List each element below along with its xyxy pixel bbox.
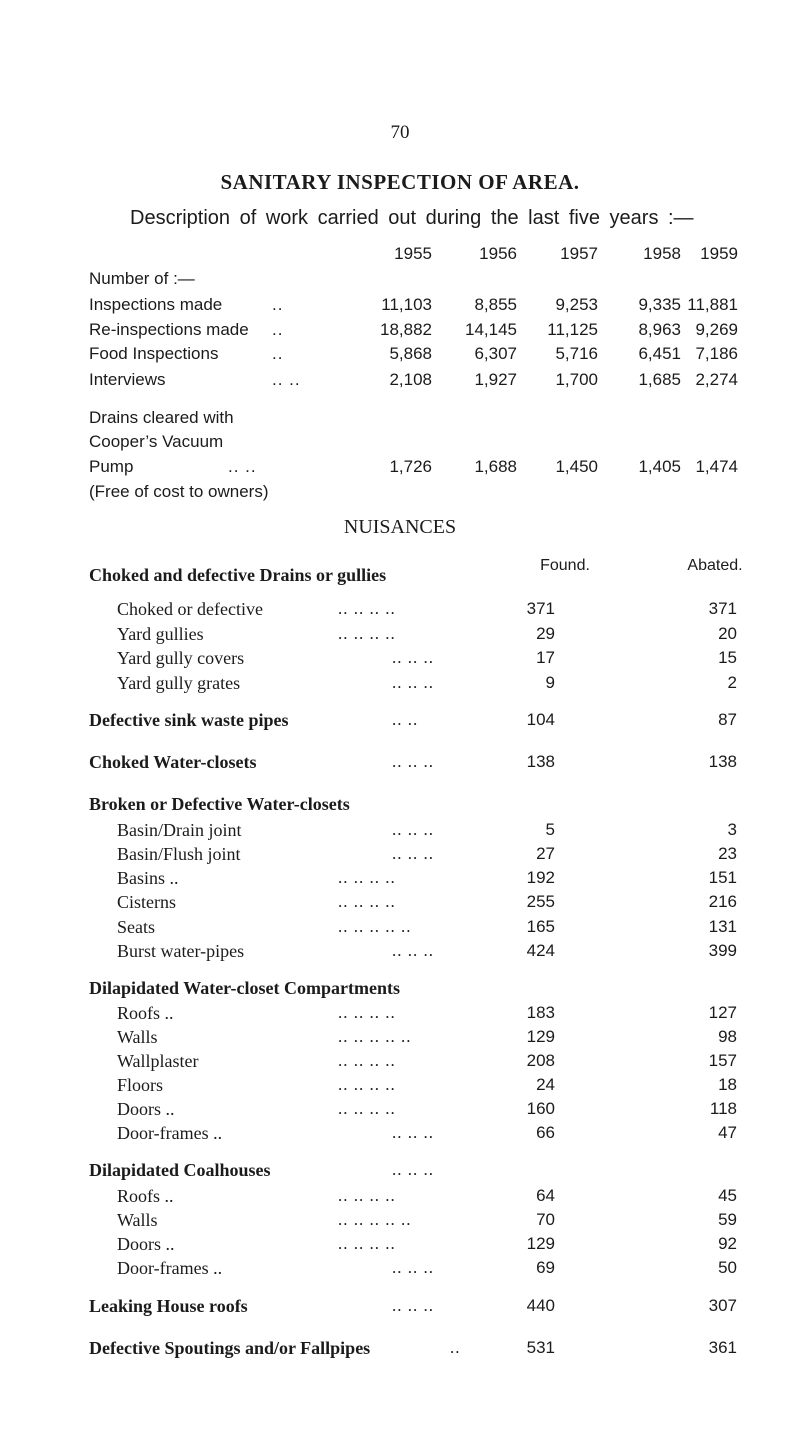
number-of-label: Number of :— (89, 269, 195, 288)
abated-value: 50 (718, 1258, 737, 1277)
section-heading: Choked Water-closets (89, 752, 257, 772)
row-label: Re-inspections made (89, 320, 249, 339)
table-cell: 1,688 (474, 457, 517, 476)
found-value: 424 (526, 941, 555, 960)
abated-value: 151 (708, 868, 737, 887)
abated-value: 98 (718, 1027, 737, 1046)
table-cell: 11,103 (381, 295, 432, 314)
leader-dots: .. .. .. .. (338, 892, 396, 911)
table-cell: 1,927 (474, 370, 517, 389)
leader-dots: .. .. .. .. (338, 1234, 396, 1253)
abated-value: 20 (718, 624, 737, 643)
found-value: 9 (545, 673, 555, 692)
abated-value: 361 (708, 1338, 737, 1357)
table-cell: 5,716 (555, 344, 598, 363)
table-cell: 2,108 (389, 370, 432, 389)
abated-value: 157 (708, 1051, 737, 1070)
table-cell: 14,145 (465, 320, 517, 339)
leader-dots: .. (272, 295, 284, 314)
table-cell: 6,307 (474, 344, 517, 363)
row-label: Food Inspections (89, 344, 219, 363)
col-found-header: Found. (540, 557, 590, 574)
table-cell: 1,685 (638, 370, 681, 389)
found-value: 129 (526, 1027, 555, 1046)
leader-dots: .. .. .. (392, 844, 434, 863)
page-number: 70 (390, 122, 410, 143)
found-value: 531 (526, 1338, 555, 1357)
abated-value: 87 (718, 710, 737, 729)
list-item-label: Door-frames .. (117, 1123, 223, 1143)
row-label: (Free of cost to owners) (89, 482, 269, 501)
list-item-label: Roofs .. (117, 1186, 174, 1206)
abated-value: 59 (718, 1210, 737, 1229)
table-cell: 9,269 (695, 320, 738, 339)
leader-dots: .. .. .. .. (338, 1075, 396, 1094)
found-value: 183 (526, 1003, 555, 1022)
leader-dots: .. .. .. (392, 1123, 434, 1142)
found-value: 64 (536, 1186, 555, 1205)
row-label: Cooper’s Vacuum (89, 432, 224, 451)
year-header: 1956 (479, 244, 517, 263)
abated-value: 138 (708, 752, 737, 771)
leader-dots: .. .. .. (392, 1258, 434, 1277)
leader-dots: .. .. .. .. (338, 868, 396, 887)
found-value: 17 (536, 648, 555, 667)
table-cell: 6,451 (638, 344, 681, 363)
abated-value: 127 (708, 1003, 737, 1022)
table-cell: 1,450 (555, 457, 598, 476)
list-item-label: Cisterns (117, 892, 177, 912)
list-item-label: Basin/Drain joint (117, 820, 242, 840)
section-heading: Defective Spoutings and/or Fallpipes (89, 1338, 371, 1358)
found-value: 27 (536, 844, 555, 863)
leader-dots: .. .. .. .. (338, 624, 396, 643)
leader-dots: .. .. (392, 710, 419, 729)
found-value: 192 (526, 868, 555, 887)
leader-dots: .. .. .. .. .. (338, 917, 412, 936)
row-label: Interviews (89, 370, 166, 389)
abated-value: 2 (727, 673, 737, 692)
found-value: 5 (545, 820, 555, 839)
list-item-label: Roofs .. (117, 1003, 174, 1023)
list-item-label: Door-frames .. (117, 1258, 223, 1278)
leader-dots: .. .. .. .. (338, 599, 396, 618)
leader-dots: .. .. .. (392, 1296, 434, 1315)
table-cell: 1,700 (555, 370, 598, 389)
list-item-label: Walls (117, 1027, 158, 1047)
abated-value: 23 (718, 844, 737, 863)
row-label: Inspections made (89, 295, 223, 314)
table-cell: 9,335 (638, 295, 681, 314)
leader-dots: .. .. .. (392, 941, 434, 960)
leader-dots: .. (450, 1338, 461, 1357)
abated-value: 47 (718, 1123, 737, 1142)
found-value: 29 (536, 624, 555, 643)
table-cell: 9,253 (555, 295, 598, 314)
leader-dots: .. .. .. .. (338, 1051, 396, 1070)
description: Description of work carried out during the last five years :— (130, 207, 694, 229)
list-item-label: Doors .. (117, 1099, 175, 1119)
list-item-label: Basins .. (117, 868, 179, 888)
leader-dots: .. (272, 344, 284, 363)
found-value: 440 (526, 1296, 555, 1315)
found-value: 70 (536, 1210, 555, 1229)
table-cell: 1,726 (389, 457, 432, 476)
table-cell: 18,882 (380, 320, 432, 339)
found-value: 24 (536, 1075, 555, 1094)
list-item-label: Yard gully grates (117, 673, 241, 693)
leader-dots: .. .. .. .. (338, 1003, 396, 1022)
list-item-label: Floors (117, 1075, 164, 1095)
abated-value: 216 (708, 892, 737, 911)
section-heading: Leaking House roofs (89, 1296, 248, 1316)
leader-dots: .. .. .. (392, 752, 434, 771)
list-item-label: Yard gully covers (117, 648, 245, 668)
table-cell: 11,881 (687, 295, 738, 314)
list-item-label: Yard gullies (117, 624, 204, 644)
found-value: 69 (536, 1258, 555, 1277)
table-cell: 5,868 (389, 344, 432, 363)
table-cell: 8,963 (638, 320, 681, 339)
leader-dots: .. .. .. .. .. (338, 1210, 412, 1229)
list-item-label: Doors .. (117, 1234, 175, 1254)
found-value: 255 (526, 892, 555, 911)
leader-dots: .. .. .. (392, 673, 434, 692)
leader-dots: .. .. .. (392, 1160, 434, 1179)
section-heading: Choked and defective Drains or gullies (89, 565, 387, 585)
section-heading: Defective sink waste pipes (89, 710, 289, 730)
section-heading: Broken or Defective Water-closets (89, 794, 350, 814)
list-item-label: Wallplaster (117, 1051, 199, 1071)
abated-value: 307 (708, 1296, 737, 1315)
found-value: 104 (526, 710, 555, 729)
leader-dots: .. .. .. (392, 648, 434, 667)
found-value: 160 (526, 1099, 555, 1118)
abated-value: 92 (718, 1234, 737, 1253)
list-item-label: Choked or defective (117, 599, 263, 619)
year-header: 1955 (394, 244, 432, 263)
found-value: 208 (526, 1051, 555, 1070)
row-label: Drains cleared with (89, 408, 234, 427)
table-cell: 1,405 (638, 457, 681, 476)
table-cell: 1,474 (695, 457, 738, 476)
abated-value: 18 (718, 1075, 737, 1094)
leader-dots: .. .. .. .. (338, 1186, 396, 1205)
found-value: 165 (526, 917, 555, 936)
abated-value: 131 (708, 917, 737, 936)
abated-value: 15 (718, 648, 737, 667)
year-header: 1958 (643, 244, 681, 263)
row-label: Pump (89, 457, 134, 476)
found-value: 371 (526, 599, 555, 618)
list-item-label: Walls (117, 1210, 158, 1230)
leader-dots: .. .. .. .. .. (338, 1027, 412, 1046)
section-heading: Dilapidated Coalhouses (89, 1160, 271, 1180)
list-item-label: Burst water-pipes (117, 941, 245, 961)
abated-value: 3 (727, 820, 737, 839)
table-cell: 7,186 (695, 344, 738, 363)
abated-value: 371 (708, 599, 737, 618)
table-cell: 2,274 (695, 370, 738, 389)
found-value: 138 (526, 752, 555, 771)
abated-value: 399 (708, 941, 737, 960)
table-cell: 8,855 (474, 295, 517, 314)
leader-dots: .. .. (272, 370, 301, 389)
section-heading: Dilapidated Water-closet Compartments (89, 978, 400, 998)
list-item-label: Basin/Flush joint (117, 844, 241, 864)
col-abated-header: Abated. (687, 557, 743, 574)
found-value: 66 (536, 1123, 555, 1142)
page-title: SANITARY INSPECTION OF AREA. (220, 170, 580, 194)
abated-value: 118 (709, 1099, 737, 1118)
year-header: 1959 (700, 244, 738, 263)
abated-value: 45 (718, 1186, 737, 1205)
found-value: 129 (526, 1234, 555, 1253)
nuisances-heading: NUISANCES (343, 516, 457, 538)
leader-dots: .. .. .. .. (338, 1099, 396, 1118)
leader-dots: .. .. .. (392, 820, 434, 839)
leader-dots: .. .. (228, 457, 257, 476)
year-header: 1957 (560, 244, 598, 263)
list-item-label: Seats (117, 917, 155, 937)
table-cell: 11,125 (547, 320, 598, 339)
leader-dots: .. (272, 320, 284, 339)
